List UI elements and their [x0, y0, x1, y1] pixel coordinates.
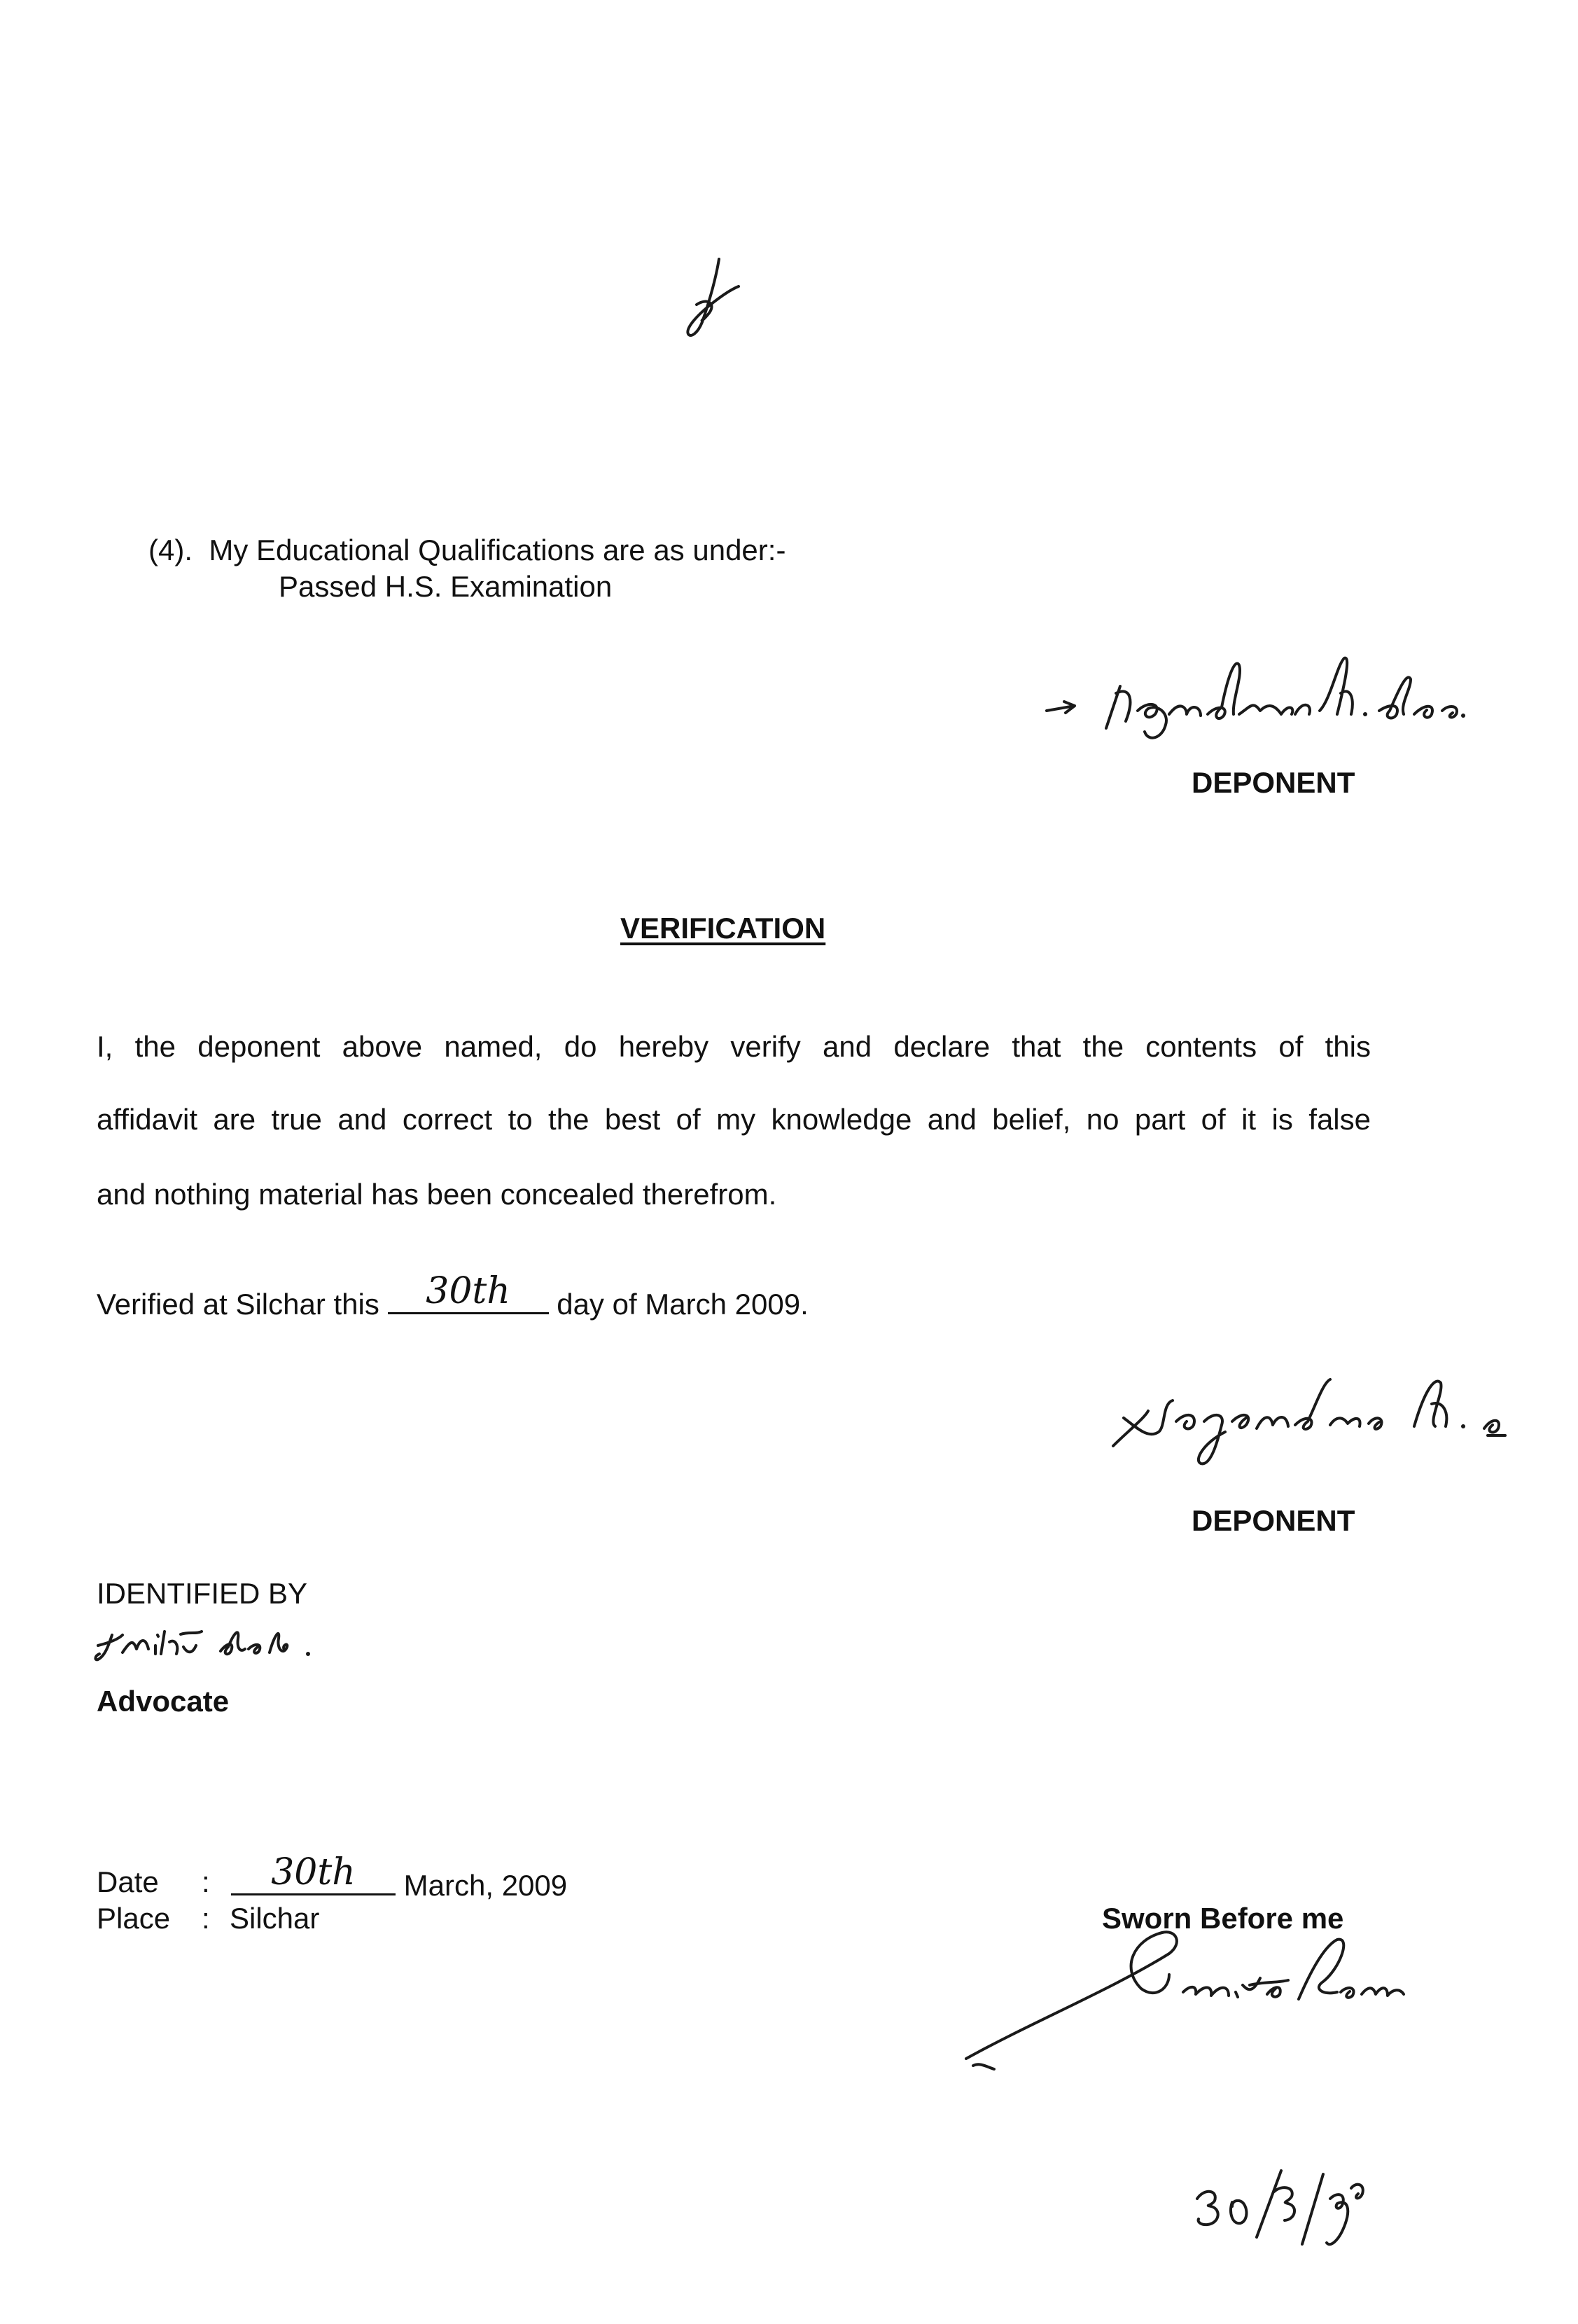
date-day-blank [231, 1851, 396, 1895]
qualifications-heading: (4). My Educational Qualifications are as under:- [148, 534, 786, 566]
verified-prefix: Verified at Silchar this [97, 1288, 379, 1321]
deponent-signature-2 [1106, 1362, 1554, 1474]
verification-line-2: affidavit are true and correct to the best of my knowledge and belief, no part of it is false [97, 1103, 1371, 1136]
verified-day-blank [388, 1270, 549, 1314]
initial-mark [683, 256, 746, 347]
identified-label: IDENTIFIED BY [97, 1577, 308, 1610]
deponent-label-2: DEPONENT [1192, 1504, 1355, 1537]
advocate-signature [91, 1610, 343, 1674]
verified-day: 30th [426, 1270, 510, 1312]
place-value: Silchar [230, 1902, 320, 1935]
verified-line [97, 1270, 809, 1321]
date-suffix: March, 2009 [403, 1869, 568, 1902]
place-separator: : [202, 1902, 210, 1935]
date-value [231, 1851, 568, 1902]
qualifications-value: Passed H.S. Examination [279, 570, 613, 603]
verified-suffix: day of March 2009. [557, 1288, 809, 1321]
verification-line-1: I, the deponent above named, do hereby verify and declare that the contents of this [97, 1030, 1371, 1063]
verification-line-3: and nothing material has been concealed therefrom. [97, 1178, 777, 1211]
advocate-label: Advocate [97, 1685, 230, 1718]
sworn-label: Sworn Before me [1102, 1902, 1344, 1935]
date-label: Date [97, 1865, 159, 1898]
verification-title: VERIFICATION [620, 912, 826, 945]
deponent-signature-1 [1043, 644, 1540, 749]
magistrate-signature [959, 1919, 1414, 2080]
place-label: Place [97, 1902, 171, 1935]
date-separator: : [202, 1865, 210, 1898]
magistrate-handwritten-date [1190, 2160, 1400, 2265]
date-day: 30th [271, 1851, 356, 1893]
deponent-label-1: DEPONENT [1192, 766, 1355, 799]
